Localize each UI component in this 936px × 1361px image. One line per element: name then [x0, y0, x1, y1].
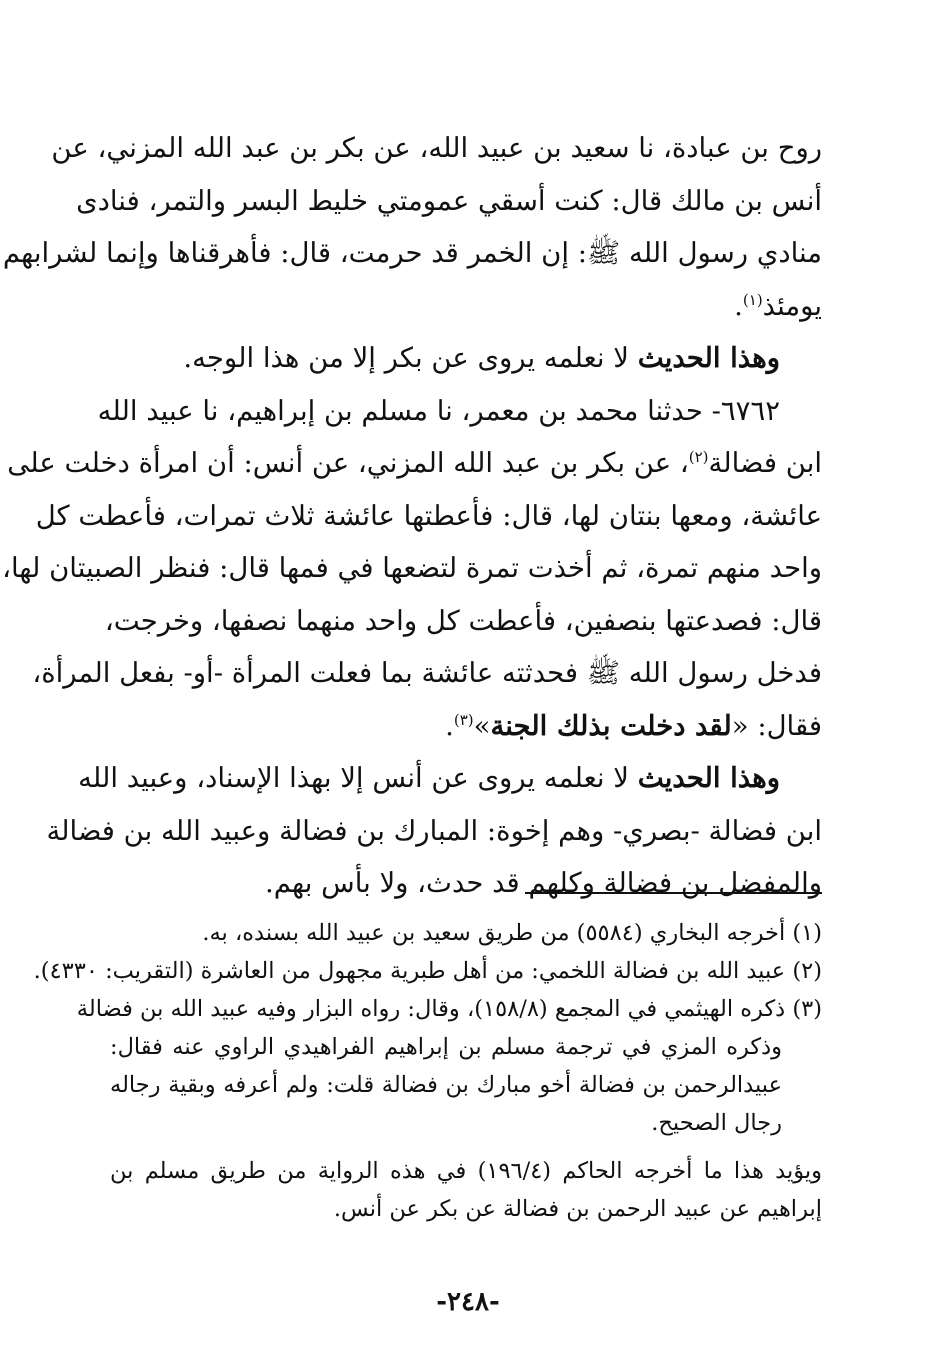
body-line: عائشة، ومعها بنتان لها، قال: فأعطتها عائشة ثلاث تمرات، فأعطت كل: [35, 499, 822, 532]
footnote-3-line: رجال الصحيح.: [651, 1110, 782, 1136]
body-line: ابن فضالة -بصري- وهم إخوة: المبارك بن فضالة وعبيد الله بن فضالة: [46, 814, 822, 847]
footnotes: [33, 914, 822, 1228]
body-line: والمفضل بن فضالة وكلهم قد حدث، ولا بأس بهم.: [265, 867, 822, 899]
bold-phrase: وهذا الحديث: [637, 762, 780, 794]
footnote-3-line: وذكره المزي في ترجمة مسلم بن إبراهيم الفراهيدي الراوي عنه فقال:: [110, 1034, 782, 1060]
body-line: وهذا الحديث لا نعلمه يروى عن بكر إلا من هذا الوجه.: [183, 342, 780, 374]
body-line: وهذا الحديث لا نعلمه يروى عن أنس إلا بهذا الإسناد، وعبيد الله: [78, 762, 780, 794]
body-line: فدخل رسول الله ﷺ فحدثته عائشة بما فعلت المرأة -أو- بفعل المرأة،: [32, 657, 822, 689]
footnote-3-line: عبيدالرحمن بن فضالة أخو مبارك بن فضالة قلت: ولم أعرفه وبقية رجاله: [110, 1072, 782, 1098]
body-line: منادي رسول الله ﷺ: إن الخمر قد حرمت، قال: فأهرقناها وإنما لشرابهم: [2, 237, 822, 269]
hadith-number-line: ٦٧٦٢- حدثنا محمد بن معمر، نا مسلم بن إبراهيم، نا عبيد الله: [97, 394, 780, 427]
footnote-2: (٢) عبيد الله بن فضالة اللخمي: من أهل طبرية مجهول من العاشرة (التقريب: ٤٣٣٠).: [33, 958, 822, 984]
body-line: أنس بن مالك قال: كنت أسقي عمومتي خليط البسر والتمر، فنادى: [76, 184, 822, 217]
bold-phrase: وهذا الحديث: [637, 342, 780, 374]
page-number: -٢٤٨-: [436, 1287, 500, 1317]
footnote-separator: [525, 892, 822, 894]
footnote-3-addendum: إبراهيم عن عبيد الرحمن بن فضالة عن بكر عن أنس.: [333, 1196, 822, 1222]
footnote-1: (١) أخرجه البخاري (٥٥٨٤) من طريق سعيد بن عبيد الله بسنده، به.: [202, 920, 822, 946]
prophetic-quote: لقد دخلت بذلك الجنة: [490, 709, 732, 742]
body-line: روح بن عبادة، نا سعيد بن عبيد الله، عن بكر بن عبد الله المزني، عن: [51, 132, 822, 164]
main-text: [2, 122, 822, 910]
body-line: يومئذ$^{(١)}$.: [734, 289, 822, 322]
footnote-ref-2: (٢): [688, 447, 709, 466]
body-line: فقال: «لقد دخلت بذلك الجنة»$^{(٣)}$.: [445, 709, 822, 742]
footnote-ref-3: (٣): [453, 710, 474, 729]
footnote-3-addendum: ويؤيد هذا ما أخرجه الحاكم (١٩٦/٤) في هذه الرواية من طريق مسلم بن: [110, 1158, 822, 1184]
footnote-3: (٣) ذكره الهيثمي في المجمع (١٥٨/٨)، وقال: رواه البزار وفيه عبيد الله بن فضالة: [76, 996, 822, 1022]
body-line: ابن فضالة$^{(٢)}$، عن بكر بن عبد الله المزني، عن أنس: أن امرأة دخلت على: [7, 447, 822, 479]
body-line: واحد منهم تمرة، ثم أخذت تمرة لتضعها في فمها قال: فنظر الصبيتان لها،: [2, 552, 822, 584]
body-line: قال: فصدعتها بنصفين، فأعطت كل واحد منهما نصفها، وخرجت،: [104, 604, 822, 637]
footnote-ref-1: (١): [742, 290, 763, 309]
